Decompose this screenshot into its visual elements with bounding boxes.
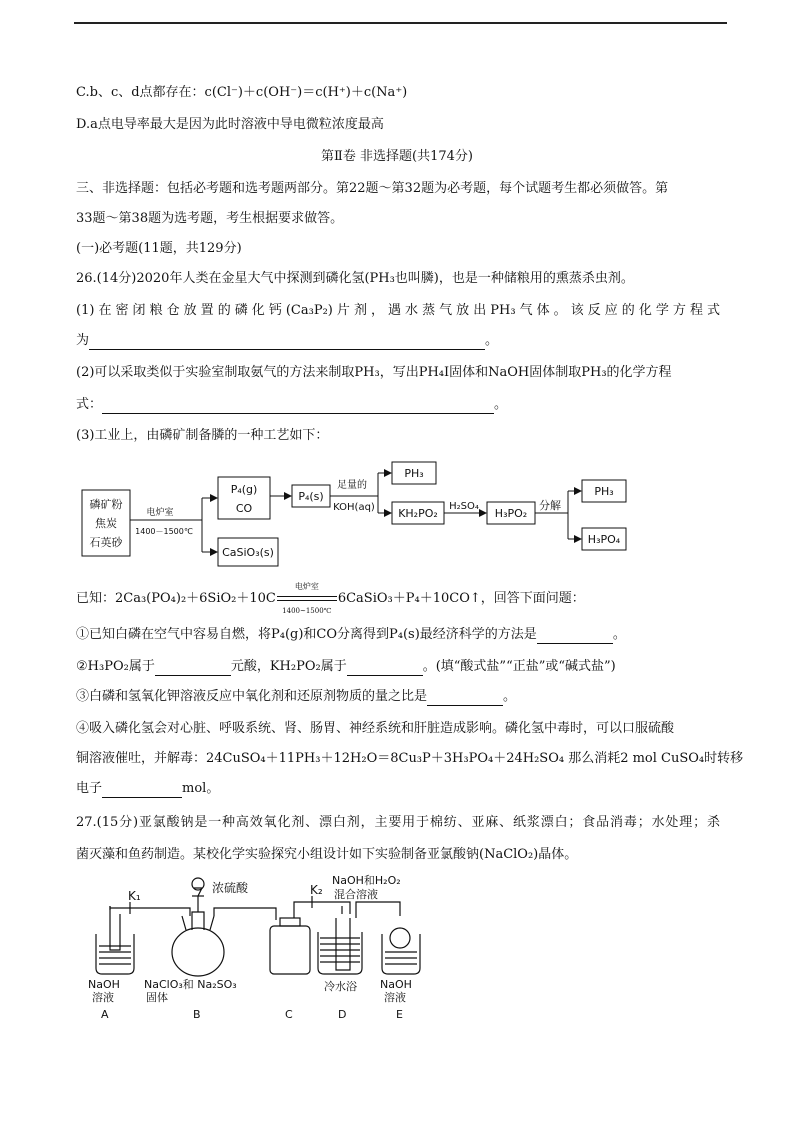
q3-item4-line2: 铜溶液催吐，并解毒：24CuSO₄＋11PH₃＋12H₂O＝8Cu₃P＋3H₃PO₄＋24H₂SO₄ 那么消耗2 mol CuSO₄时转移 <box>76 751 744 766</box>
item-text: ③白磷和氢氧化钾溶液反应中氧化剂和还原剂物质的量之比是 <box>76 689 428 704</box>
item-text: ①已知白磷在空气中容易自燃，将P₄(g)和CO分离得到P₄(s)最经济科学的方法是 <box>76 627 537 642</box>
item-text: ②H₃PO₂属于 <box>76 659 155 674</box>
h3po2-label: H₃PO₂ <box>494 507 528 520</box>
casio3-label: CaSiO₃(s) <box>222 546 274 559</box>
e-label-1: NaOH <box>380 978 412 991</box>
koh-label-2: KOH(aq) <box>333 502 375 513</box>
ph3-label-top: PH₃ <box>404 467 424 480</box>
koh-label-1: 足量的 <box>337 480 367 491</box>
b-label-1: NaClO₃和 Na₂SO₃ <box>144 978 237 991</box>
item-text-2: 元酸，KH₂PO₂属于 <box>230 659 347 674</box>
co-label: CO <box>235 502 253 515</box>
answer-blank[interactable] <box>102 784 182 798</box>
answer-blank[interactable] <box>537 630 613 644</box>
answer-prefix: 为 <box>76 333 90 348</box>
label-a: A <box>101 1008 109 1021</box>
flask-b <box>172 928 224 976</box>
ph3-label-right: PH₃ <box>594 485 614 498</box>
bottle-c <box>270 926 310 974</box>
required-heading: (一)必考题(11题，共129分) <box>76 241 242 256</box>
reaction-left: 已知：2Ca₃(PO₄)₂＋6SiO₂＋10C <box>76 591 276 606</box>
d-label-1: 冷水浴 <box>324 980 357 993</box>
reaction-condition-sign <box>276 582 338 615</box>
item-suffix: mol。 <box>182 781 220 796</box>
q26-part1: (1)在密闭粮仓放置的磷化钙(Ca₃P₂)片剂，遇水蒸气放出PH₃气体。该反应的化学方程式 <box>76 303 720 318</box>
raw-label-1: 磷矿粉 <box>89 498 123 511</box>
e-label-2: 溶液 <box>384 991 406 1004</box>
temperature-label: 1400－1500℃ <box>135 527 193 536</box>
instruction-line-2: 33题～第38题为选考题，考生根据要求做答。 <box>76 211 344 226</box>
label-e: E <box>396 1008 403 1021</box>
furnace-label: 电炉室 <box>146 508 174 518</box>
q26-part3: (3)工业上，由磷矿制备膦的一种工艺如下： <box>76 428 329 443</box>
h3po4-label: H₃PO₄ <box>587 533 621 546</box>
header-rule <box>74 22 727 24</box>
condition-top: 电炉室 <box>294 582 319 591</box>
reaction-right: 6CaSiO₃＋P₄＋10CO↑，回答下面问题： <box>337 591 585 606</box>
q3-item1 <box>76 626 626 644</box>
item-suffix: 。 <box>612 627 626 642</box>
h2so4-label: H₂SO₄ <box>449 501 479 512</box>
mix-label-1: NaOH和H₂O₂ <box>332 874 401 887</box>
beaker-e <box>382 934 420 974</box>
answer-blank[interactable] <box>102 400 494 414</box>
decompose-label: 分解 <box>539 499 561 512</box>
b-label-2: 固体 <box>146 991 168 1004</box>
acid-label: 浓硫酸 <box>212 881 249 895</box>
item-suffix: 。(填“酸式盐”“正盐”或“碱式盐”) <box>422 659 616 674</box>
q27-line2: 菌灭藻和鱼药制造。某校化学实验探究小组设计如下实验制备亚氯酸钠(NaClO₂)晶体。 <box>76 847 578 862</box>
kh2po2-label: KH₂PO₂ <box>398 507 438 520</box>
known-reaction <box>76 582 585 615</box>
q26-part1-answer <box>76 332 498 350</box>
answer-prefix: 式： <box>76 397 103 412</box>
instruction-line-1: 三、非选择题：包括必考题和选考题两部分。第22题～第32题为必考题，每个试题考生都必须做答。第 <box>76 181 669 196</box>
a-label-1: NaOH <box>88 978 120 991</box>
q3-item4-line3 <box>76 780 219 798</box>
q3-item2 <box>76 658 616 676</box>
label-c: C <box>285 1008 293 1021</box>
a-label-2: 溶液 <box>92 991 114 1004</box>
q26-intro: 26.(14分)2020年人类在金星大气中探测到磷化氢(PH₃也叫膦)，也是一种储粮用的熏蒸杀虫剂。 <box>76 271 634 286</box>
beaker-a <box>96 934 134 974</box>
answer-suffix: 。 <box>494 397 508 412</box>
answer-suffix: 。 <box>485 333 499 348</box>
k1-label: K₁ <box>128 889 141 903</box>
answer-blank[interactable] <box>427 692 503 706</box>
process-flowchart <box>80 460 640 580</box>
q3-item4-line1: ④吸入磷化氢会对心脏、呼吸系统、肾、肠胃、神经系统和肝脏造成影响。磷化氢中毒时，可以口服硫酸 <box>76 721 675 736</box>
q26-part2: (2)可以采取类似于实验室制取氨气的方法来制取PH₃，写出PH₄I固体和NaOH固体制取PH₃的化学方程 <box>76 365 672 380</box>
q27-line1: 27.(15分)亚氯酸钠是一种高效氧化剂、漂白剂，主要用于棉纺、亚麻、纸浆漂白；食品消毒；水处理；杀 <box>76 815 720 830</box>
answer-blank[interactable] <box>89 336 485 350</box>
option-c: C.b、c、d点都存在：c(Cl⁻)＋c(OH⁻)＝c(H⁺)＋c(Na⁺) <box>76 85 408 100</box>
mix-label-2: 混合溶液 <box>334 888 378 901</box>
item-text: 电子 <box>76 781 103 796</box>
answer-blank-2[interactable] <box>347 662 423 676</box>
raw-label-3: 石英砂 <box>89 536 123 549</box>
apparatus-diagram <box>80 872 440 1022</box>
p4g-label: P₄(g) <box>230 483 258 496</box>
condition-bottom: 1400~1500℃ <box>282 607 332 615</box>
q26-part2-answer <box>76 396 507 414</box>
option-d: D.a点电导率最大是因为此时溶液中导电微粒浓度最高 <box>76 117 384 132</box>
k2-label: K₂ <box>310 883 323 897</box>
section-title: 第Ⅱ卷 非选择题(共174分) <box>321 149 473 164</box>
item-suffix: 。 <box>503 689 517 704</box>
dropping-funnel <box>194 888 202 912</box>
answer-blank-1[interactable] <box>155 662 231 676</box>
label-b: B <box>193 1008 201 1021</box>
label-d: D <box>338 1008 347 1021</box>
q3-item3 <box>76 688 516 706</box>
p4s-label: P₄(s) <box>298 490 324 503</box>
raw-label-2: 焦炭 <box>95 517 117 530</box>
